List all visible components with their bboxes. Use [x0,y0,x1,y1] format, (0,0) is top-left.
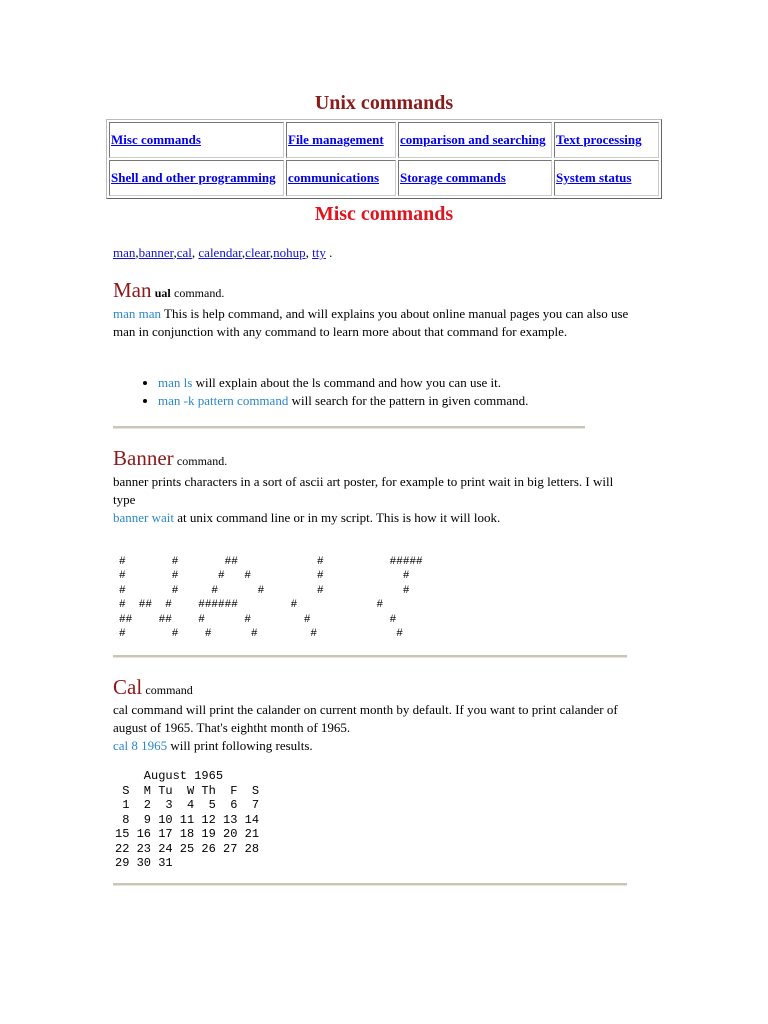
man-examples-list [113,374,658,410]
man-description [113,305,643,341]
nav-row [109,122,659,158]
man-cmd: man man [113,306,162,321]
cmd-link-cal[interactable]: cal [176,245,192,260]
cmd-link-calendar[interactable]: calendar [198,245,242,260]
nav-link-system-status[interactable]: System status [556,170,632,185]
man-heading-title: Man [113,278,152,302]
banner-heading-word: command. [176,454,228,468]
banner-cmd: banner wait [113,510,175,525]
banner-heading-title: Banner [113,446,174,470]
list-item [158,392,658,410]
nav-link-text-processing[interactable]: Text processing [556,132,642,147]
banner-art: # # ## # ##### # # # # # # # # # # # # # ## # ###### # # ## ## # # # # # # # # # # [119,556,423,641]
cmd-link-tty[interactable]: tty [312,245,326,260]
nav-cell [109,160,284,196]
banner-text2: at unix command line or in my script. This is how it will look. [174,510,501,525]
nav-link-shell-programming[interactable]: Shell and other programming [111,170,276,185]
cal-output: August 1965 S M Tu W Th F S 1 2 3 4 5 6 7 8 9 10 11 12 13 14 15 16 17 18 19 20 21 22 23 24 25 26 27 28 29 30 31 [115,769,260,870]
cal-cmd: cal 8 1965 [113,738,168,753]
cal-heading [113,675,643,699]
cal-heading-word: command [145,683,193,697]
banner-heading [113,446,643,470]
cal-heading-title: Cal [113,675,143,699]
divider [113,883,627,886]
cal-description [113,701,633,755]
list-item [158,374,658,392]
example-text: will explain about the ls command and how you can use it. [192,375,501,390]
nav-cell [286,122,396,158]
nav-link-storage-commands[interactable]: Storage commands [400,170,506,185]
divider [113,655,627,658]
cal-text: cal command will print the calander on current month by default. If you want to print calander of august of 1965. That's eightht month of 1965. [113,702,618,735]
divider [113,426,585,429]
example-text: will search for the pattern in given command. [288,393,529,408]
nav-table [106,119,662,199]
nav-link-file-management[interactable]: File management [288,132,384,147]
nav-cell [109,122,284,158]
page-title: Unix commands [314,92,454,114]
nav-link-communications[interactable]: communications [288,170,379,185]
nav-link-comparison-searching[interactable]: comparison and searching [400,132,546,147]
nav-cell [554,160,659,196]
nav-row [109,160,659,196]
example-cmd: man -k pattern command [158,393,289,408]
cmd-link-clear[interactable]: clear [245,245,270,260]
nav-cell [286,160,396,196]
cmd-link-nohup[interactable]: nohup [273,245,306,260]
cmd-link-banner[interactable]: banner [138,245,174,260]
man-heading-suffix: ual [154,286,171,300]
nav-cell [554,122,659,158]
nav-cell [398,122,552,158]
cal-text2: will print following results. [167,738,313,753]
nav-cell [398,160,552,196]
banner-text: banner prints characters in a sort of ascii art poster, for example to print wait in big letters. I will type [113,474,614,507]
nav-link-misc-commands[interactable]: Misc commands [111,132,201,147]
man-heading-word: command. [174,286,225,300]
man-heading [113,278,643,302]
example-cmd: man ls [158,375,193,390]
command-links: man,banner,cal, calendar,clear,nohup, tty . [113,245,333,260]
man-text: This is help command, and will explains you about online manual pages you can also use man in conjunction with any command to learn more about that command for example. [113,306,629,339]
section-title: Misc commands [314,203,454,225]
cmd-link-man[interactable]: man [113,245,136,260]
banner-description [113,473,633,527]
